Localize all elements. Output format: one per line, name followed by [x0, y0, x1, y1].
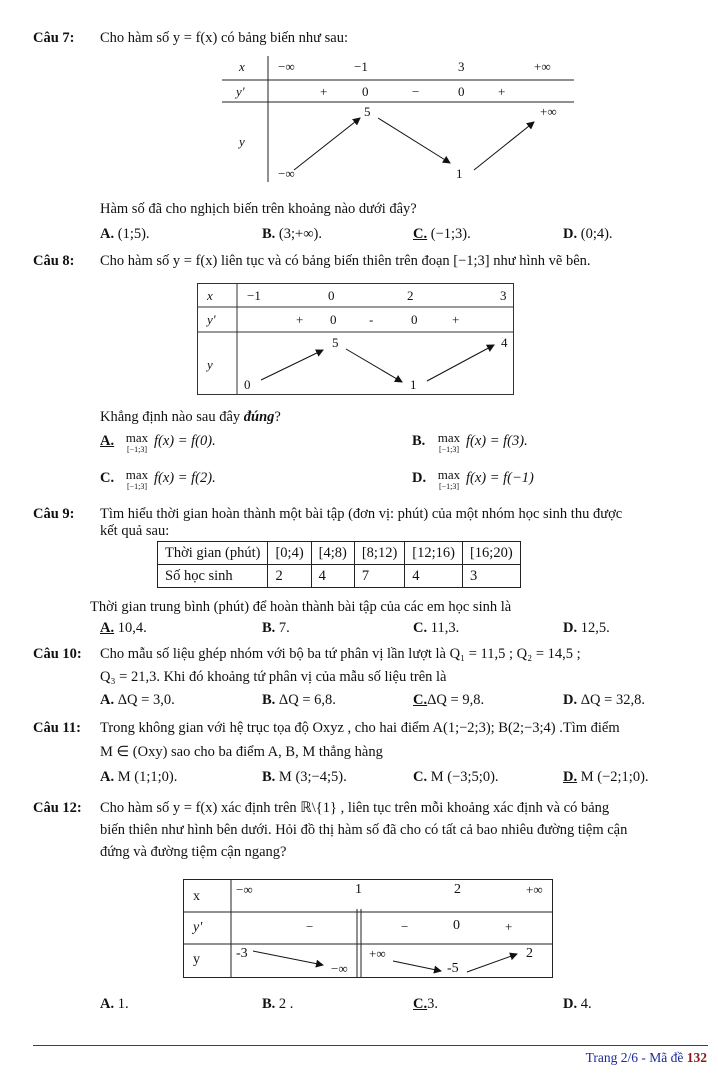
option-text: 7.: [278, 620, 290, 636]
option-text: M (−3;5;0).: [430, 769, 499, 785]
option-key: C.: [413, 769, 428, 785]
option-key: C.: [413, 226, 428, 242]
arrow-up: [261, 350, 323, 380]
yprime-sign: 0: [458, 84, 465, 99]
question-stem-line2: Q₃ = 21,3. Khi đó khoảng tứ phân vị của mẫu số liệu trên là: [100, 669, 447, 685]
option-d[interactable]: [563, 769, 649, 786]
option-text: M (1;1;0).: [117, 769, 178, 785]
question-label: Câu 12:: [33, 800, 82, 816]
question-label: Câu 11:: [33, 720, 81, 736]
option-text: 4.: [580, 996, 592, 1012]
option-key: A.: [100, 692, 115, 708]
table-cell: 4: [311, 565, 354, 588]
option-key: D.: [563, 996, 578, 1012]
option-text: 3.: [427, 996, 438, 1012]
question-stem: Cho hàm số y = f(x) có bảng biến như sau:: [100, 30, 348, 46]
x-value: +∞: [534, 59, 551, 74]
y-value: −∞: [331, 961, 348, 976]
option-a[interactable]: [100, 226, 150, 243]
question-prefix: Khẳng định nào sau đây: [100, 409, 244, 425]
option-key: D.: [563, 769, 578, 785]
arrow-up: [474, 122, 534, 170]
option-c[interactable]: [100, 468, 300, 498]
option-key: B.: [262, 769, 276, 785]
max-word: max: [437, 467, 461, 482]
question-label: Câu 7:: [33, 30, 75, 46]
arrow-down: [346, 349, 402, 382]
option-b[interactable]: [262, 996, 293, 1013]
option-d[interactable]: [563, 620, 610, 637]
yprime-sign: +: [296, 312, 304, 327]
option-b[interactable]: [412, 431, 612, 461]
question-label: Câu 8:: [33, 253, 75, 269]
option-a[interactable]: [100, 769, 177, 786]
max-subscript: [−1;3]: [126, 445, 148, 454]
variation-table: [183, 879, 553, 978]
table-cell: [8;12): [354, 542, 404, 565]
y-value: 1: [410, 377, 417, 392]
y-value: +∞: [540, 104, 557, 119]
option-text: M (−2;1;0).: [580, 769, 649, 785]
option-c[interactable]: [413, 996, 438, 1013]
table-cell: 2: [268, 565, 311, 588]
max-operator: [122, 431, 152, 454]
arrow-down: [253, 951, 323, 965]
option-key: A.: [100, 433, 115, 449]
option-a[interactable]: [100, 996, 129, 1013]
yprime-sign: 0: [411, 312, 418, 327]
yprime-sign: +: [498, 84, 506, 99]
yprime-sign: −: [412, 84, 420, 99]
x-value: 2: [407, 288, 414, 303]
option-d[interactable]: [412, 468, 612, 498]
option-key: D.: [563, 692, 578, 708]
table-cell: [16;20): [462, 542, 520, 565]
option-text: f(x) = f(3).: [466, 433, 528, 449]
yprime-sign: 0: [362, 84, 369, 99]
option-b[interactable]: [262, 620, 290, 637]
option-key: A.: [100, 226, 115, 242]
yprime-sign: +: [452, 312, 460, 327]
question-stem-line2: kết quả sau:: [100, 523, 170, 539]
option-b[interactable]: [262, 226, 322, 243]
option-c[interactable]: [413, 692, 484, 709]
max-operator: [434, 468, 464, 491]
yprime-label: y': [207, 312, 216, 327]
footer-page-text: Trang 2/6 - Mã đề: [585, 1050, 687, 1065]
option-text: ΔQ = 6,8.: [278, 692, 336, 708]
table-lines: [222, 52, 574, 184]
x-value: −∞: [236, 882, 253, 897]
yprime-sign: −: [401, 919, 409, 934]
yprime-sign: 0: [453, 918, 460, 933]
option-a[interactable]: [100, 620, 147, 637]
y-label: y: [207, 357, 213, 372]
x-value: −1: [354, 59, 368, 74]
y-label: y: [193, 952, 200, 967]
footer-divider: [33, 1045, 708, 1046]
y-value: 4: [501, 335, 508, 350]
option-text: (3;+∞).: [278, 226, 322, 242]
max-subscript: [−1;3]: [438, 482, 460, 491]
table-cell: 4: [405, 565, 463, 588]
option-key: C.: [413, 692, 428, 708]
option-c[interactable]: [413, 226, 471, 243]
option-text: (0;4).: [580, 226, 613, 242]
option-text: f(x) = f(0).: [154, 433, 216, 449]
y-value: +∞: [369, 946, 386, 961]
x-value: 0: [328, 288, 335, 303]
question-stem-line1: Cho hàm số y = f(x) xác định trên ℝ\{1} , liên tục trên mỗi khoảng xác định và có bảng: [100, 800, 610, 816]
question-stem: Cho hàm số y = f(x) liên tục và có bảng biến thiên trên đoạn [−1;3] như hình vẽ bên.: [100, 253, 591, 269]
y-value: 5: [364, 104, 371, 119]
question-stem-line3: đứng và đường tiệm cận ngang?: [100, 844, 287, 860]
question-stem-line1: Tìm hiểu thời gian hoàn thành một bài tập (đơn vị: phút) của một nhóm học sinh thu được: [100, 506, 623, 522]
table-cell: 3: [462, 565, 520, 588]
x-value: 1: [355, 882, 362, 897]
question-suffix: ?: [274, 409, 281, 425]
y-value: −∞: [278, 166, 295, 181]
option-text: 10,4.: [117, 620, 147, 636]
max-word: max: [437, 430, 461, 445]
option-text: (−1;3).: [430, 226, 471, 242]
question-text: [100, 409, 281, 426]
frequency-table: [157, 541, 521, 588]
x-label: x: [239, 59, 245, 74]
yprime-sign: +: [320, 84, 328, 99]
table-row: [158, 565, 521, 588]
max-subscript: [−1;3]: [126, 482, 148, 491]
option-text: M (3;−4;5).: [278, 769, 347, 785]
y-value: 5: [332, 335, 339, 350]
table-cell: [0;4): [268, 542, 311, 565]
option-key: D.: [412, 470, 427, 486]
yprime-sign: -: [369, 312, 374, 327]
option-a[interactable]: [100, 692, 175, 709]
arrow-up: [427, 345, 494, 381]
question-stem-line2: biến thiên như hình bên dưới. Hỏi đồ thị hàm số đã cho có tất cả bao nhiêu đường tiệm cận: [100, 822, 628, 838]
table-cell: [12;16): [405, 542, 463, 565]
option-text: ΔQ = 9,8.: [427, 692, 485, 708]
y-value: -5: [447, 961, 459, 976]
y-value: -3: [236, 946, 248, 961]
option-key: B.: [412, 433, 426, 449]
option-key: A.: [100, 769, 115, 785]
question-stem-line1: Cho mẫu số liệu ghép nhóm với bộ ba tứ phân vị lần lượt là Q₁ = 11,5 ; Q₂ = 14,5 ;: [100, 646, 581, 662]
option-text: f(x) = f(−1): [466, 470, 534, 486]
y-value: 1: [456, 166, 463, 181]
question-text: Thời gian trung bình (phút) để hoàn thành bài tập của các em học sinh là: [90, 599, 512, 615]
yprime-sign: −: [306, 919, 314, 934]
max-word: max: [125, 430, 149, 445]
option-d[interactable]: [563, 692, 645, 709]
option-key: C.: [413, 620, 428, 636]
yprime-label: y': [236, 84, 245, 99]
option-b[interactable]: [262, 692, 336, 709]
option-key: A.: [100, 996, 115, 1012]
option-key: A.: [100, 620, 115, 636]
option-d[interactable]: [563, 226, 613, 243]
page-footer: [586, 1050, 707, 1066]
x-value: 3: [458, 59, 465, 74]
option-key: B.: [262, 996, 276, 1012]
y-value: 2: [526, 946, 533, 961]
question-stem-line2: M ∈ (Oxy) sao cho ba điểm A, B, M thẳng hàng: [100, 744, 383, 760]
max-word: max: [125, 467, 149, 482]
option-text: 2 .: [278, 996, 294, 1012]
option-b[interactable]: [262, 769, 347, 786]
option-text: 1.: [117, 996, 129, 1012]
x-value: 2: [454, 882, 461, 897]
option-text: f(x) = f(2).: [154, 470, 216, 486]
option-key: D.: [563, 620, 578, 636]
x-value: −1: [247, 288, 261, 303]
table-cell: Thời gian (phút): [158, 542, 268, 565]
variation-table: [222, 52, 574, 184]
option-key: B.: [262, 620, 276, 636]
question-emphasis: đúng: [243, 409, 275, 425]
option-text: (1;5).: [117, 226, 150, 242]
y-value: 0: [244, 377, 251, 392]
y-label: y: [239, 134, 245, 149]
table-cell: Số học sinh: [158, 565, 268, 588]
question-text: Hàm số đã cho nghịch biến trên khoảng nào dưới đây?: [100, 201, 417, 217]
option-key: B.: [262, 226, 276, 242]
option-text: ΔQ = 3,0.: [117, 692, 175, 708]
max-subscript: [−1;3]: [438, 445, 460, 454]
option-key: C.: [100, 470, 115, 486]
table-cell: [4;8): [311, 542, 354, 565]
question-label: Câu 10:: [33, 646, 82, 662]
yprime-sign: +: [505, 919, 513, 934]
arrow-up: [294, 118, 360, 170]
option-a[interactable]: [100, 431, 300, 461]
option-text: 12,5.: [580, 620, 610, 636]
x-value: +∞: [526, 882, 543, 897]
variation-table: [197, 283, 514, 395]
option-key: D.: [563, 226, 578, 242]
max-operator: [122, 468, 152, 491]
x-value: −∞: [278, 59, 295, 74]
option-d[interactable]: [563, 996, 592, 1013]
option-c[interactable]: [413, 620, 459, 637]
arrow-down: [393, 961, 441, 971]
table-cell: 7: [354, 565, 404, 588]
option-text: 11,3.: [430, 620, 460, 636]
arrow-up: [467, 954, 517, 972]
option-text: ΔQ = 32,8.: [580, 692, 645, 708]
max-operator: [434, 431, 464, 454]
exam-code: 132: [686, 1050, 707, 1065]
yprime-sign: 0: [330, 312, 337, 327]
table-row-header: [158, 542, 521, 565]
option-key: C.: [413, 996, 428, 1012]
yprime-label: y': [193, 920, 203, 935]
question-stem-line1: Trong không gian với hệ trục tọa độ Oxyz , cho hai điểm A(1;−2;3); B(2;−3;4) .Tìm điểm: [100, 720, 620, 736]
x-value: 3: [500, 288, 507, 303]
x-label: x: [207, 288, 213, 303]
option-c[interactable]: [413, 769, 499, 786]
option-key: B.: [262, 692, 276, 708]
arrow-down: [378, 118, 450, 163]
question-label: Câu 9:: [33, 506, 75, 522]
x-label: x: [193, 889, 200, 904]
